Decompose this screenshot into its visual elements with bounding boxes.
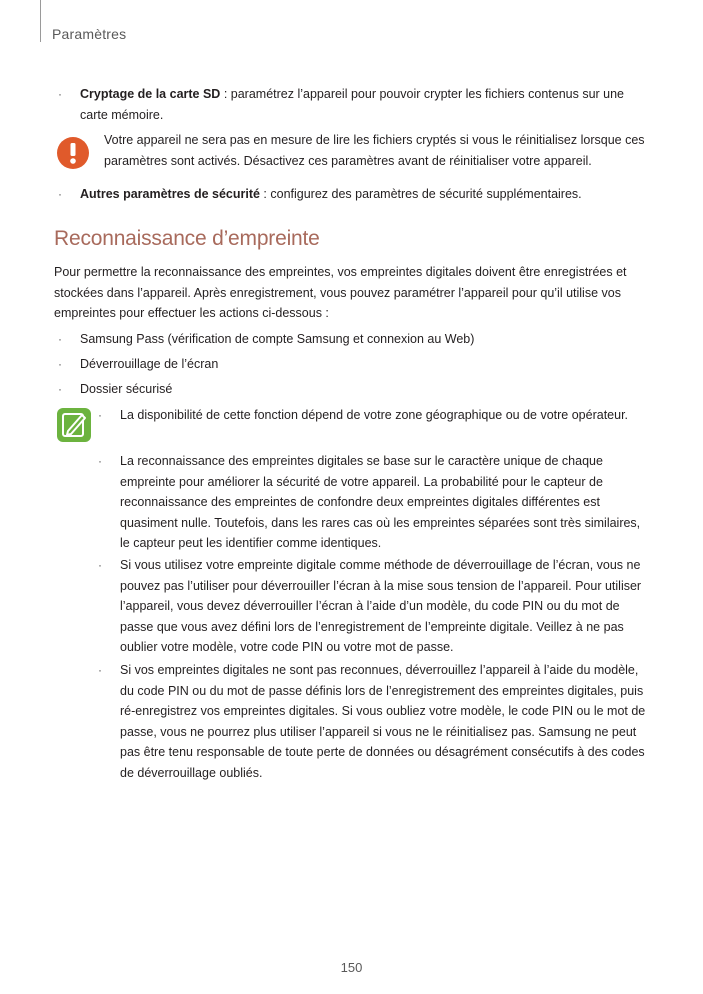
bullet-dot: · — [98, 558, 102, 572]
bullet-dot: · — [58, 187, 62, 201]
note-icon — [56, 407, 92, 443]
action-text: Dossier sécurisé — [80, 382, 173, 396]
bullet-sd-encryption — [58, 84, 650, 125]
note-item — [98, 660, 650, 783]
action-text: Samsung Pass (vérification de compte Samsung et connexion au Web) — [80, 332, 475, 346]
bullet-dot: · — [98, 408, 102, 422]
section-heading: Reconnaissance d’empreinte — [54, 227, 320, 250]
caution-text: Votre appareil ne sera pas en mesure de lire les fichiers cryptés si vous le réinitialisez lorsque ces paramètres sont activés. Désactivez ces paramètres avant de réinitialiser votre appareil. — [104, 133, 645, 168]
bullet-dot: · — [58, 332, 62, 346]
section-intro: Pour permettre la reconnaissance des empreintes, vos empreintes digitales doivent être enregistrées et stockées dans l’appareil. Après enregistrement, vous pouvez paramétrer l’appareil pour qu’il utilise vos empreintes pour effectuer les actions ci-dessous : — [54, 265, 627, 320]
page-header-title: Paramètres — [52, 26, 127, 42]
bullet-dot: · — [58, 357, 62, 371]
action-text: Déverrouillage de l’écran — [80, 357, 219, 371]
bullet-text: : paramétrez l’appareil pour pouvoir crypter les fichiers contenus sur une carte mémoire. — [80, 87, 625, 122]
warning-icon — [56, 136, 90, 170]
bullet-dot: · — [98, 454, 102, 468]
header-rule — [40, 0, 41, 42]
note-item — [98, 555, 650, 658]
action-item — [58, 329, 650, 350]
note-item — [98, 451, 650, 554]
note-text: Si vos empreintes digitales ne sont pas reconnues, déverrouillez l’appareil à l’aide du modèle, du code PIN ou du mot de passe définis lors de l’enregistrement des empreintes digitales, puis ré-enregistrez vos empreintes digitales. Si vous oubliez votre modèle, le code PIN ou le mot de passe, vous ne pourrez plus utiliser l’appareil si vous ne le réinitialisez pas. Samsung ne peut pas être tenu responsable de toute perte de données ou désagrément consécutifs à des codes de déverrouillage oubliés. — [120, 663, 646, 780]
bullet-other-security — [58, 184, 650, 205]
action-item — [58, 379, 650, 400]
bullet-term: Autres paramètres de sécurité — [80, 187, 260, 201]
bullet-term: Cryptage de la carte SD — [80, 87, 221, 101]
bullet-dot: · — [58, 87, 62, 101]
page-number: 150 — [340, 960, 363, 975]
bullet-dot: · — [98, 663, 102, 677]
bullet-dot: · — [58, 382, 62, 396]
bullet-text: : configurez des paramètres de sécurité supplémentaires. — [259, 187, 582, 201]
note-item — [98, 405, 650, 426]
note-text: Si vous utilisez votre empreinte digitale comme méthode de déverrouillage de l’écran, vous ne pouvez pas l’utiliser pour déverrouiller l’écran à la mise sous tension de l’appareil. Pour utiliser l’appareil, vous devez déverrouiller l’écran à l’aide d’un modèle, du code PIN ou du mot de passe que vous avez défini lors de l’enregistrement de l’empreinte digitale. Veillez à ne pas oublier votre modèle, votre code PIN ou votre mot de passe. — [120, 558, 642, 654]
note-text: La reconnaissance des empreintes digitales se base sur le caractère unique de chaque empreinte pour améliorer la sécurité de votre appareil. La probabilité pour le capteur de reconnaissance des empreintes de confondre deux empreintes digitales différentes est quasiment nulle. Toutefois, dans les rares cas où les empreintes séparées sont très similaires, le capteur peut les identifier comme identiques. — [120, 454, 641, 550]
action-item — [58, 354, 650, 375]
note-text: La disponibilité de cette fonction dépend de votre zone géographique ou de votre opérateur. — [120, 408, 629, 422]
